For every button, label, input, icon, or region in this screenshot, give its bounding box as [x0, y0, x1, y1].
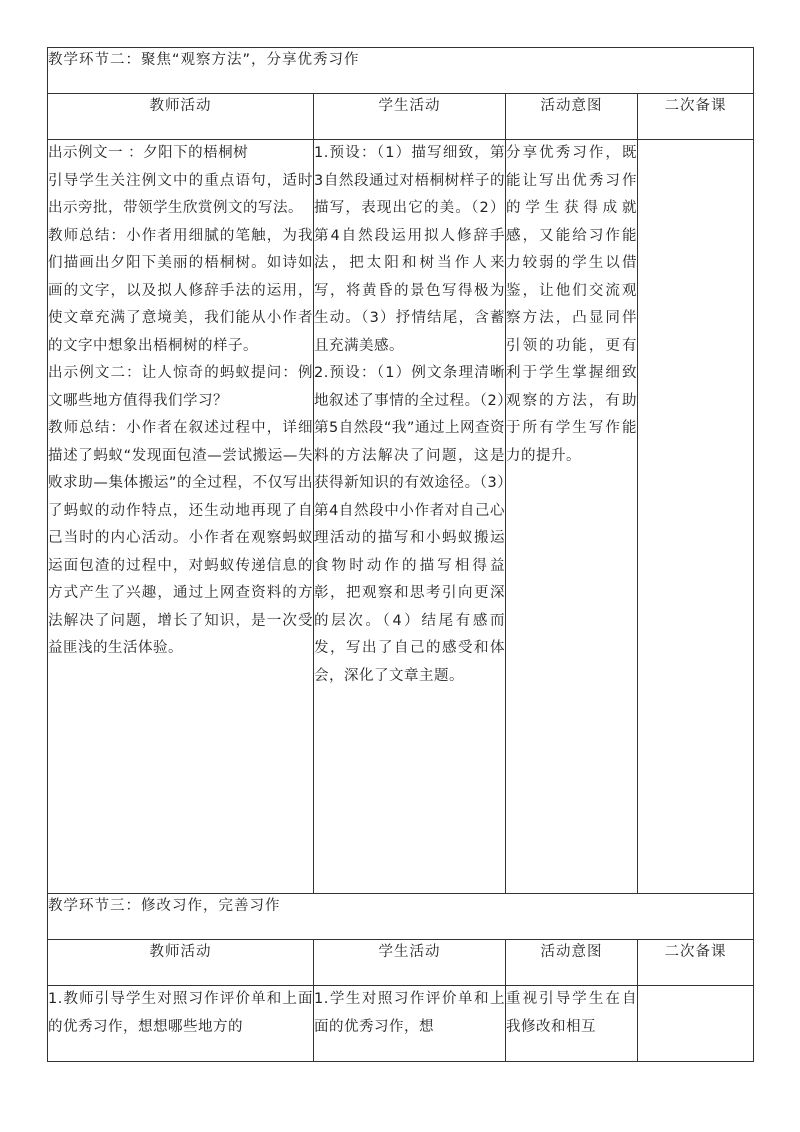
student-activity-paragraph: 2.预设：（1）例文条理清晰地叙述了事情的全过程。（2）第5自然段“我”通过上网查资料的方法解决了问题，这是获得新知识的有效途径。（3）第4自然段中小作者对自己心理活动的描写和小蚂蚁搬运食物时动作的描写相得益彰，把观察和思考引向更深的层次。（4）结尾有感而发，写出了自己的感受和体会，深化了文章主题。 — [314, 365, 505, 684]
teacher-activity-cell — [48, 140, 314, 894]
column-header-row — [48, 940, 754, 986]
teacher-activity-cell — [48, 986, 314, 1062]
content-row — [48, 986, 754, 1062]
content-row — [48, 140, 754, 894]
section-title: 教学环节二：聚焦“观察方法”，分享优秀习作 — [48, 52, 360, 68]
column-header-teacher: 教师活动 — [48, 94, 314, 140]
second-prep-cell — [638, 140, 754, 894]
student-activity-cell — [314, 140, 506, 894]
section-title-cell — [48, 894, 754, 940]
lesson-plan-table — [47, 47, 754, 1062]
column-header-student: 学生活动 — [314, 94, 506, 140]
teacher-activity-paragraph: 出示例文二：让人惊奇的蚂蚁提问：例文哪些地方值得我们学习？ — [48, 365, 313, 409]
column-header-intent: 活动意图 — [506, 940, 638, 986]
activity-intent-cell — [506, 140, 638, 894]
student-activity-cell — [314, 986, 506, 1062]
teacher-activity-paragraph: 1.教师引导学生对照习作评价单和上面的优秀习作，想想哪些地方的 — [48, 991, 313, 1035]
section-header-row — [48, 894, 754, 940]
teacher-activity-paragraph: 教师总结：小作者用细腻的笔触，为我们描画出夕阳下美丽的梧桐树。如诗如画的文字，以及拟人修辞手法的运用，使文章充满了意境美，我们能从小作者的文字中想象出梧桐树的样子。 — [48, 227, 313, 354]
section-header-row — [48, 48, 754, 94]
section-title: 教学环节三：修改习作，完善习作 — [48, 898, 281, 914]
section-title-cell — [48, 48, 754, 94]
activity-intent-paragraph: 分享优秀习作，既能让写出优秀习作的学生获得成就感，又能给习作能力较弱的学生以借鉴，让他们交流观察方法，凸显同伴引领的功能，更有利于学生掌握细致观察的方法，有助于所有学生写作能力的提升。 — [506, 145, 637, 464]
column-header-notes: 二次备课 — [638, 940, 754, 986]
teacher-activity-paragraph: 教师总结：小作者在叙述过程中，详细描述了蚂蚁“发现面包渣—尝试搬运—失败求助—集体搬运”的全过程，不仅写出了蚂蚁的动作特点，还生动地再现了自己当时的内心活动。小作者在观察蚂蚁运面包渣的过程中，对蚂蚁传递信息的方式产生了兴趣，通过上网查资料的方法解决了问题，增长了知识，是一次受益匪浅的生活体验。 — [48, 420, 313, 656]
column-header-teacher: 教师活动 — [48, 940, 314, 986]
activity-intent-paragraph: 重视引导学生在自我修改和相互 — [506, 991, 637, 1035]
column-header-student: 学生活动 — [314, 940, 506, 986]
student-activity-paragraph: 1.预设：（1）描写细致，第3自然段通过对梧桐树样子的描写，表现出它的美。（2）第4自然段运用拟人修辞手法，把太阳和树当作人来写，将黄昏的景色写得极为生动。（3）抒情结尾，含蓄且充满美感。 — [314, 145, 505, 354]
activity-intent-cell — [506, 986, 638, 1062]
teacher-activity-paragraph: 出示例文一 ：夕阳下的梧桐树 — [48, 145, 249, 161]
column-header-intent: 活动意图 — [506, 94, 638, 140]
teacher-activity-paragraph: 引导学生关注例文中的重点语句，适时出示旁批，带领学生欣赏例文的写法。 — [48, 172, 313, 216]
student-activity-paragraph: 1.学生对照习作评价单和上面的优秀习作，想 — [314, 991, 505, 1035]
second-prep-cell — [638, 986, 754, 1062]
column-header-notes: 二次备课 — [638, 94, 754, 140]
column-header-row — [48, 94, 754, 140]
lesson-plan-page — [47, 47, 753, 1062]
